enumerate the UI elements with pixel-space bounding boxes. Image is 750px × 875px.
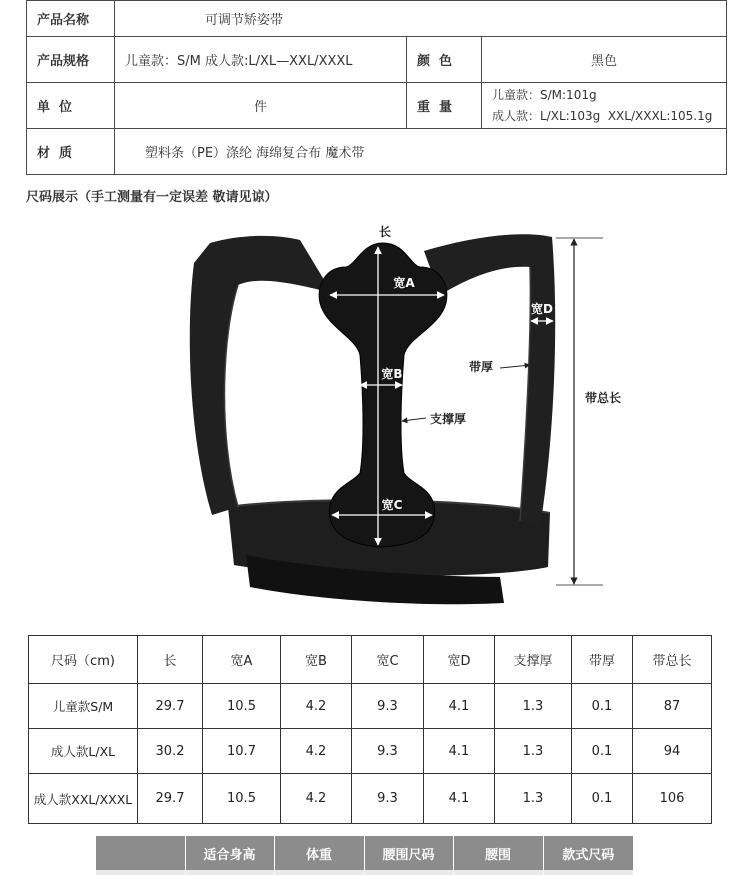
table-cell: 4.1	[424, 774, 495, 824]
length-label: 长	[378, 225, 392, 239]
color-label: 颜 色	[407, 37, 482, 83]
unit-value: 件	[115, 83, 407, 129]
table-cell: 成人款L/XL	[29, 729, 138, 774]
weight-adult: 成人款：L/XL:103g XXL/XXXL:105.1g	[492, 108, 713, 123]
size-header-strap-thickness: 带厚	[572, 636, 633, 684]
product-spec-table	[26, 0, 727, 175]
width-c-label: 宽C	[381, 498, 403, 512]
table-cell: 4.2	[281, 774, 352, 824]
size-header-length: 长	[138, 636, 203, 684]
fit-header-style-size: 款式尺码	[543, 836, 633, 870]
table-cell	[364, 870, 453, 875]
product-spec-label: 产品规格	[27, 37, 115, 83]
fit-table-header-row	[96, 836, 633, 870]
size-header-width-d: 宽D	[424, 636, 495, 684]
total-length-label: 带总长	[584, 391, 622, 405]
table-cell: 94	[633, 729, 712, 774]
size-header-width-b: 宽B	[281, 636, 352, 684]
table-cell: 4.1	[424, 729, 495, 774]
table-cell	[453, 870, 543, 875]
table-cell: 4.2	[281, 729, 352, 774]
table-cell: 1.3	[495, 684, 572, 729]
table-cell: 30.2	[138, 729, 203, 774]
fit-header-weight: 体重	[274, 836, 364, 870]
size-table-header-row	[29, 636, 712, 684]
posture-corrector-illustration	[0, 215, 750, 625]
width-d-label: 宽D	[531, 302, 553, 316]
table-cell: 29.7	[138, 774, 203, 824]
color-value: 黑色	[482, 37, 727, 83]
table-cell: 1.3	[495, 774, 572, 824]
fit-header-height: 适合身高	[185, 836, 274, 870]
material-value: 塑料条（PE）涤纶 海绵复合布 魔术带	[115, 129, 727, 175]
table-cell: 0.1	[572, 684, 633, 729]
table-row	[29, 774, 712, 824]
weight-label: 重 量	[407, 83, 482, 129]
table-cell	[96, 870, 185, 875]
table-row	[29, 729, 712, 774]
table-cell: 9.3	[352, 729, 424, 774]
size-section-title: 尺码展示（手工测量有一定误差 敬请见谅）	[26, 190, 278, 205]
table-cell: 9.3	[352, 684, 424, 729]
size-header-width-a: 宽A	[203, 636, 281, 684]
size-header-support-thickness: 支撑厚	[495, 636, 572, 684]
size-header-size: 尺码（cm)	[29, 636, 138, 684]
weight-child: 儿童款：S/M:101g	[492, 87, 597, 102]
size-header-total-length: 带总长	[633, 636, 712, 684]
strap-thickness-label: 带厚	[468, 360, 494, 374]
table-cell: 4.2	[281, 684, 352, 729]
table-cell: 87	[633, 684, 712, 729]
table-cell: 0.1	[572, 729, 633, 774]
width-a-label: 宽A	[393, 276, 415, 290]
table-cell: 10.5	[203, 774, 281, 824]
product-name-value: 可调节矫姿带	[115, 1, 727, 37]
fit-table	[96, 836, 634, 875]
weight-value	[482, 83, 727, 129]
fit-header-waist-size: 腰围尺码	[364, 836, 453, 870]
width-b-label: 宽B	[381, 367, 403, 381]
support-thickness-label: 支撑厚	[429, 412, 467, 426]
table-cell: 0.1	[572, 774, 633, 824]
table-cell	[274, 870, 364, 875]
table-cell: 29.7	[138, 684, 203, 729]
unit-label: 单 位	[27, 83, 115, 129]
table-row	[29, 684, 712, 729]
table-cell: 4.1	[424, 684, 495, 729]
fit-table-row	[96, 870, 633, 875]
table-cell: 9.3	[352, 774, 424, 824]
table-cell	[185, 870, 274, 875]
product-name-label: 产品名称	[27, 1, 115, 37]
size-table	[28, 635, 712, 824]
table-cell: 1.3	[495, 729, 572, 774]
fit-header-waist: 腰围	[453, 836, 543, 870]
size-header-width-c: 宽C	[352, 636, 424, 684]
table-cell	[543, 870, 633, 875]
table-cell: 10.7	[203, 729, 281, 774]
product-spec-value: 儿童款：S/M 成人款:L/XL—XXL/XXXL	[115, 37, 407, 83]
table-cell: 106	[633, 774, 712, 824]
table-cell: 成人款XXL/XXXL	[29, 774, 138, 824]
material-label: 材 质	[27, 129, 115, 175]
fit-header-blank	[96, 836, 185, 870]
table-cell: 儿童款S/M	[29, 684, 138, 729]
table-cell: 10.5	[203, 684, 281, 729]
